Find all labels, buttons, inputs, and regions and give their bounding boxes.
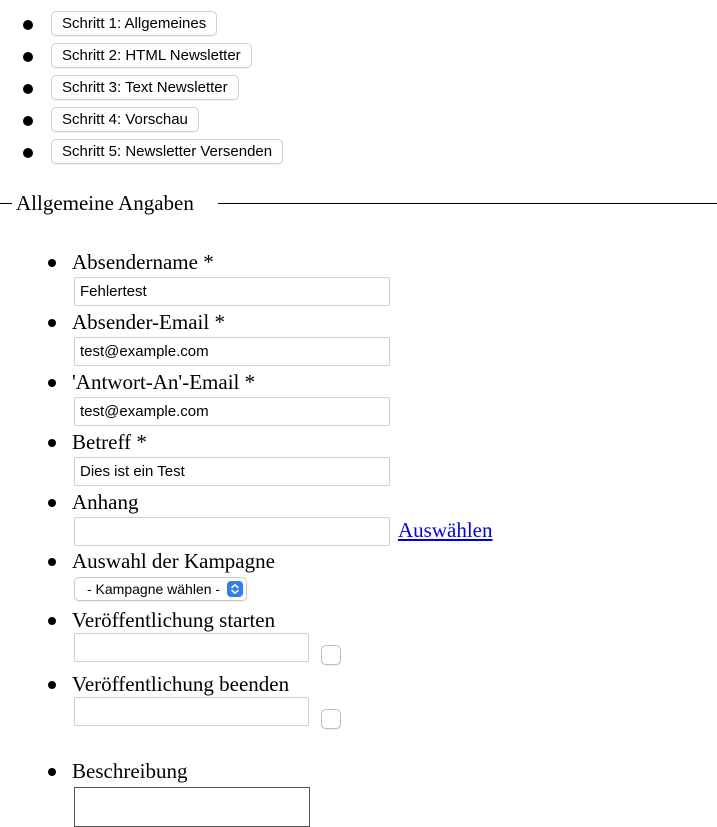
campaign-select[interactable] — [74, 577, 247, 601]
step-5-button[interactable]: Schritt 5: Newsletter Versenden — [51, 139, 283, 164]
step-2-button[interactable]: Schritt 2: HTML Newsletter — [51, 43, 252, 68]
subject-input[interactable]: Dies ist ein Test — [74, 457, 390, 486]
bullet-icon — [48, 379, 56, 387]
step-list-item — [0, 107, 717, 135]
sender-email-input[interactable]: test@example.com — [74, 337, 390, 366]
attachment-select-link[interactable]: Auswählen — [398, 518, 493, 542]
bullet-icon — [23, 148, 33, 158]
reply-to-label: 'Antwort-An'-Email * — [72, 370, 256, 394]
description-textarea[interactable] — [74, 787, 310, 827]
bullet-icon — [23, 20, 33, 30]
step-navigation — [0, 0, 717, 180]
attachment-label: Anhang — [72, 490, 139, 514]
publish-start-label: Veröffentlichung starten — [72, 608, 276, 632]
bullet-icon — [23, 116, 33, 126]
reply-to-input[interactable]: test@example.com — [74, 397, 390, 426]
bullet-icon — [48, 681, 56, 689]
publish-end-label: Veröffentlichung beenden — [72, 672, 290, 696]
step-list-item — [0, 43, 717, 71]
campaign-select-value: - Kampagne wählen - — [87, 581, 221, 597]
publish-start-checkbox[interactable] — [321, 645, 341, 665]
chevron-up-down-icon — [227, 581, 243, 597]
bullet-icon — [48, 499, 56, 507]
attachment-input[interactable] — [74, 517, 390, 546]
publish-end-checkbox[interactable] — [321, 709, 341, 729]
description-label: Beschreibung — [72, 759, 188, 783]
campaign-label: Auswahl der Kampagne — [72, 549, 275, 573]
bullet-icon — [48, 558, 56, 566]
bullet-icon — [23, 84, 33, 94]
bullet-icon — [48, 439, 56, 447]
sender-name-label: Absendername * — [72, 250, 214, 274]
step-1-button[interactable]: Schritt 1: Allgemeines — [51, 11, 217, 36]
bullet-icon — [48, 617, 56, 625]
publish-start-input[interactable] — [74, 633, 309, 662]
fieldset-border — [0, 203, 12, 204]
bullet-icon — [48, 259, 56, 267]
sender-name-input[interactable]: Fehlertest — [74, 277, 390, 306]
step-list-item — [0, 11, 717, 39]
fieldset-legend: Allgemeine Angaben — [16, 191, 194, 215]
bullet-icon — [48, 768, 56, 776]
subject-label: Betreff * — [72, 430, 147, 454]
bullet-icon — [48, 319, 56, 327]
step-list-item — [0, 139, 717, 167]
fieldset-border — [218, 203, 717, 204]
step-4-button[interactable]: Schritt 4: Vorschau — [51, 107, 199, 132]
bullet-icon — [23, 52, 33, 62]
step-list-item — [0, 75, 717, 103]
publish-end-input[interactable] — [74, 697, 309, 726]
step-3-button[interactable]: Schritt 3: Text Newsletter — [51, 75, 239, 100]
sender-email-label: Absender-Email * — [72, 310, 225, 334]
